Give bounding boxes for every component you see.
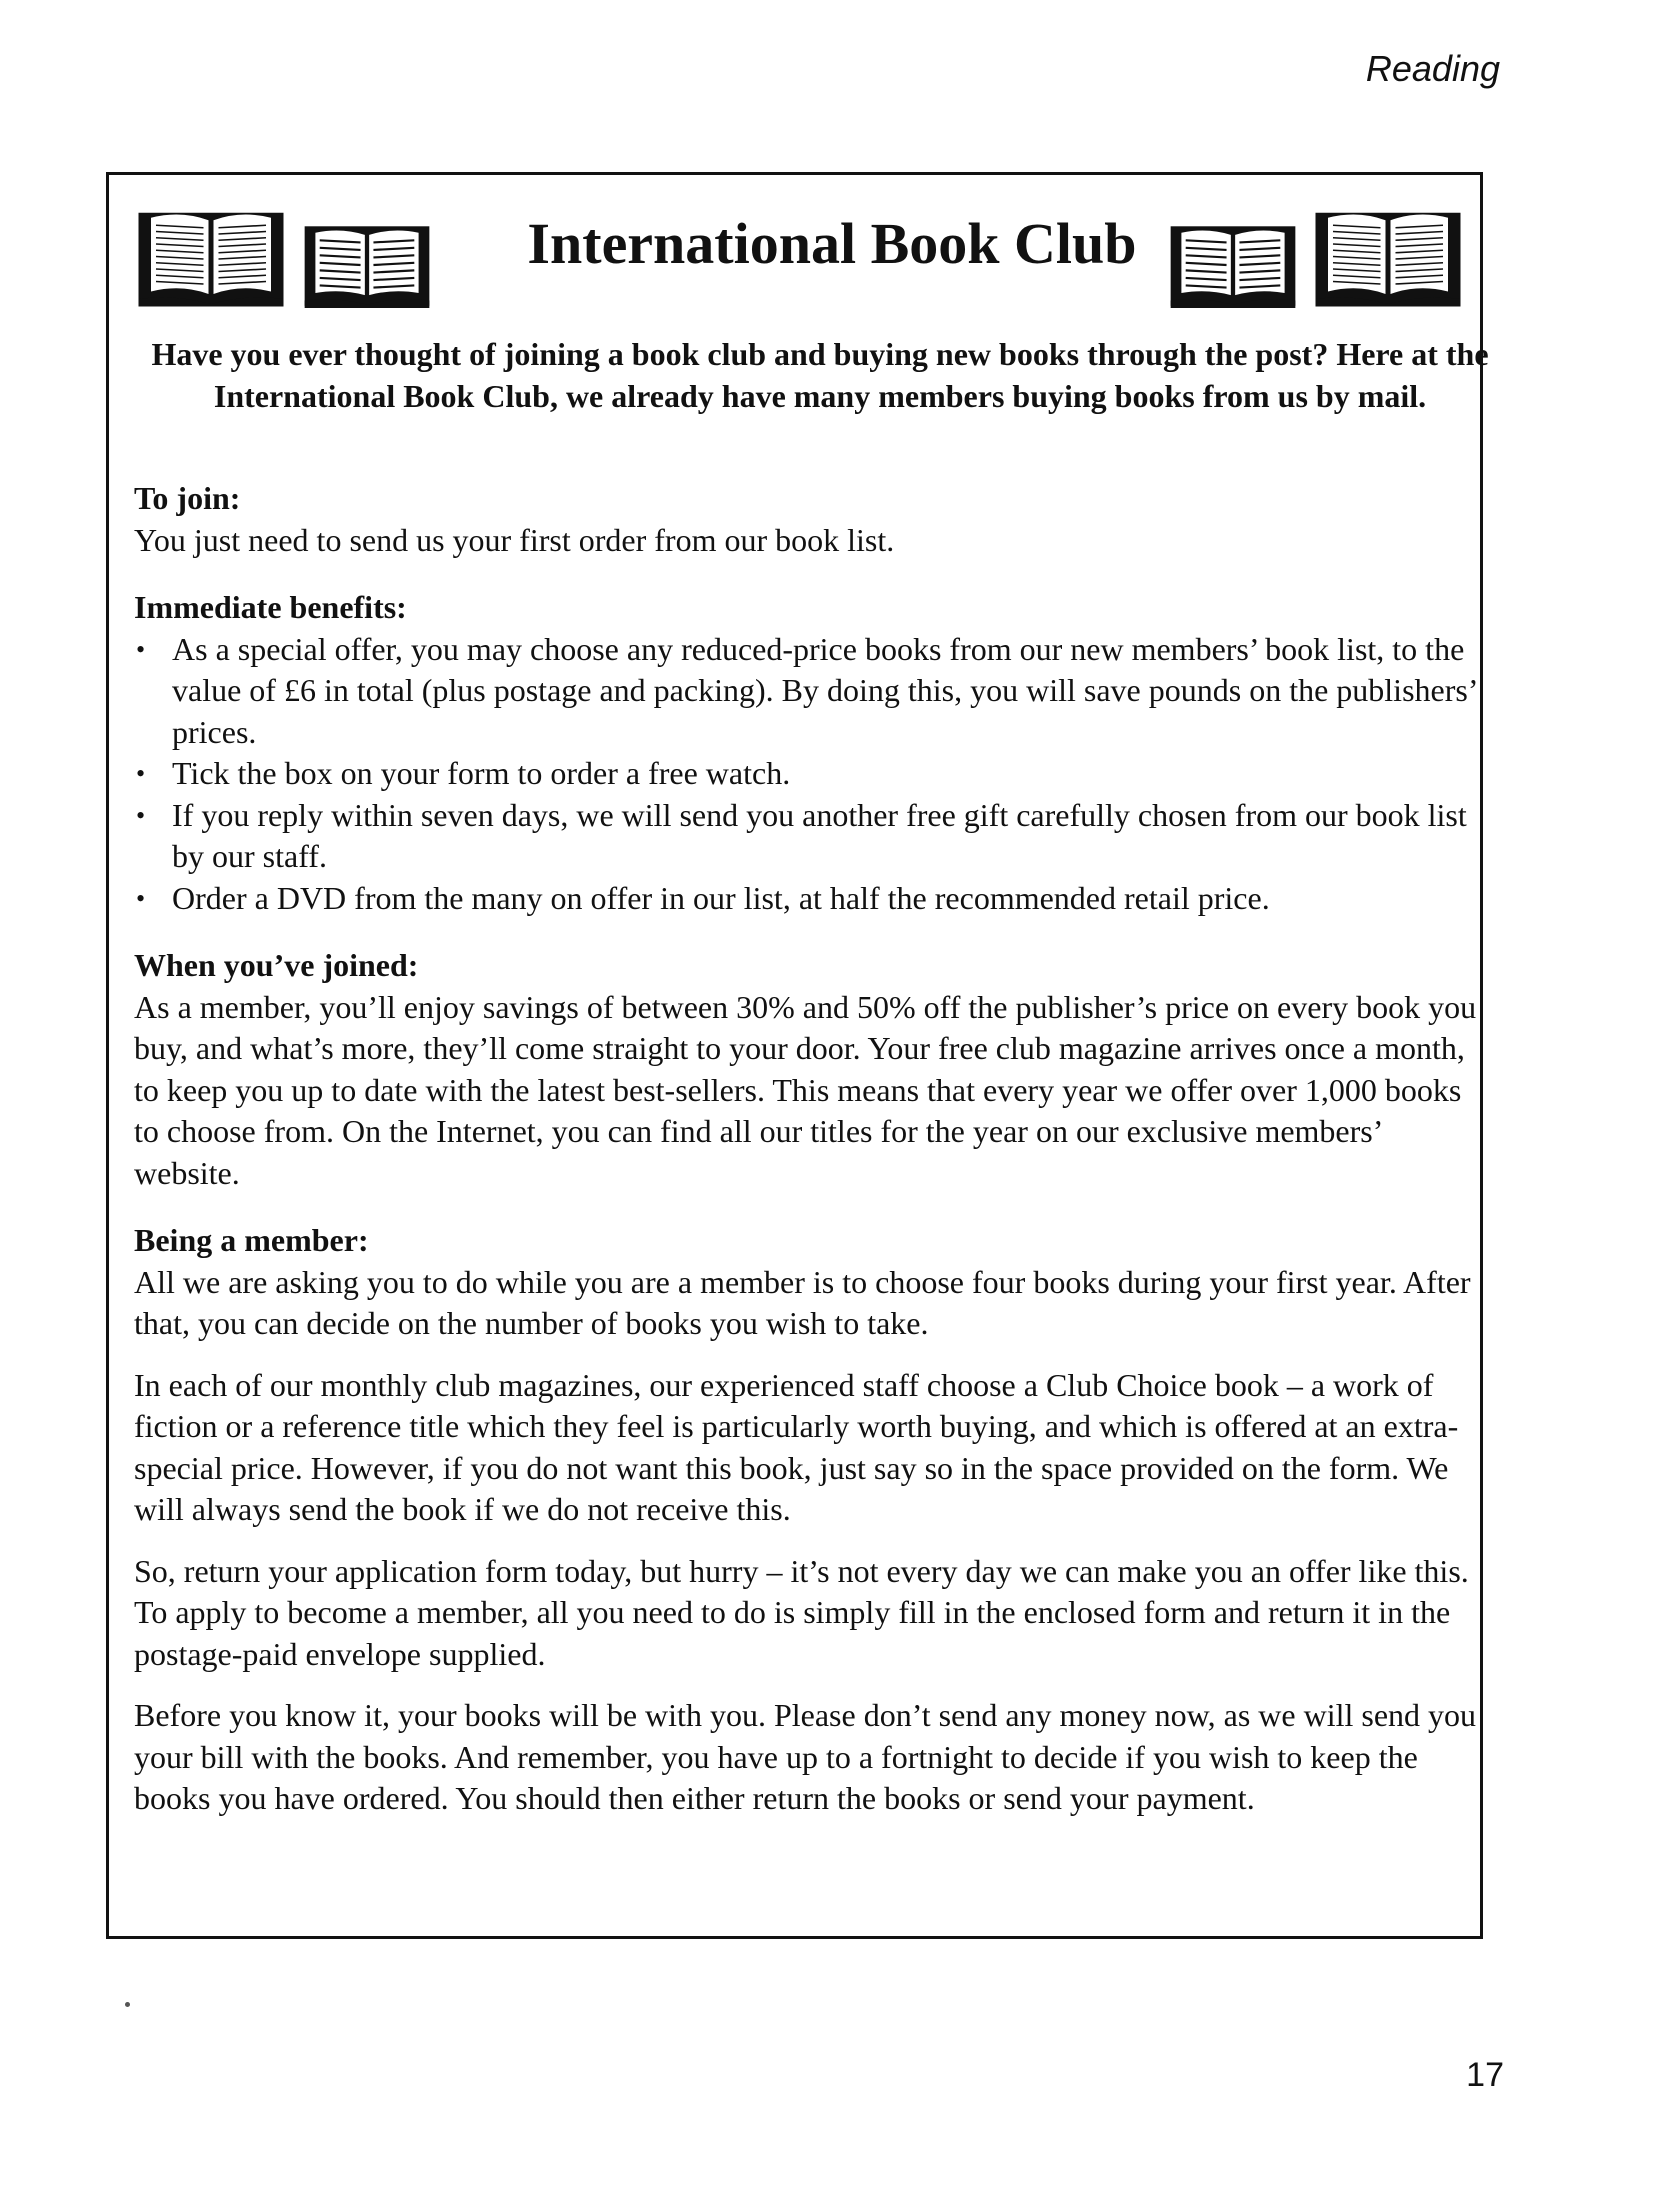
intro-text: Have you ever thought of joining a book club and buying new books through the post? Here at the International Book Club, we already have many members buying books from us by mail. xyxy=(151,336,1489,414)
page-title: International Book Club xyxy=(527,211,1137,276)
benefits-heading: Immediate benefits: xyxy=(134,589,407,625)
list-item xyxy=(134,795,1489,878)
bullet-icon: • xyxy=(136,759,146,788)
join-text: You just need to send us your first order from our book list. xyxy=(134,521,895,558)
list-item xyxy=(134,629,1489,754)
member-paragraph: So, return your application form today, but hurry – it’s not every day we can make you an offer like this. To apply to become a member, all you need to do is simply fill in the enclosed form and return it in the postage-paid envelope supplied. xyxy=(134,1552,1469,1672)
page-number: 17 xyxy=(1466,2056,1504,2094)
list-item-text: Tick the box on your form to order a free watch. xyxy=(172,755,791,791)
member-paragraph: Before you know it, your books will be with you. Please don’t send any money now, as we will send you your bill with the books. And remember, you have up to a fortnight to decide if you wish to keep the books you have ordered. You should then either return the books or send your payment. xyxy=(134,1697,1477,1816)
member-paragraph: In each of our monthly club magazines, our experienced staff choose a Club Choice book – a work of fiction or a reference title which they feel is particularly worth buying, and which is offered at an extra-special price. However, if you do not want this book, just say so in the space provided on the form. We will always send the book if we do not receive this. xyxy=(134,1366,1459,1527)
article-body xyxy=(134,478,1489,1820)
bullet-icon: • xyxy=(136,800,146,830)
join-heading: To join: xyxy=(134,480,241,516)
list-item-text: If you reply within seven days, we will send you another free gift carefully chosen from our book list by our staff. xyxy=(172,796,1467,874)
list-item-text: Order a DVD from the many on offer in our list, at half the recommended retail price. xyxy=(172,879,1270,916)
joined-text: As a member, you’ll enjoy savings of between 30% and 50% off the publisher’s price on every book you buy, and what’s more, they’ll come straight to your door. Your free club magazine arrives once a month, to keep you up to date with the latest best-sellers. This means that every year we offer over 1,000 books to choose from. On the Internet, you can find all our titles for the year on our exclusive members’ website. xyxy=(134,988,1477,1191)
section-label: Reading xyxy=(1365,48,1500,89)
list-item xyxy=(134,753,1489,795)
list-item-text: As a special offer, you may choose any reduced-price books from our new members’ book list, to the value of £6 in total (plus postage and packing). By doing this, you will save pounds on the publishers’ prices. xyxy=(172,630,1477,750)
member-paragraph: All we are asking you to do while you are a member is to choose four books during your first year. After that, you can decide on the number of books you wish to take. xyxy=(134,1263,1471,1341)
bullet-icon: • xyxy=(136,883,146,913)
joined-heading: When you’ve joined: xyxy=(134,947,419,983)
scan-speck xyxy=(125,2002,130,2007)
bullet-icon: • xyxy=(136,634,146,664)
list-item xyxy=(134,878,1489,920)
benefits-list xyxy=(134,629,1489,920)
member-heading: Being a member: xyxy=(134,1222,369,1258)
